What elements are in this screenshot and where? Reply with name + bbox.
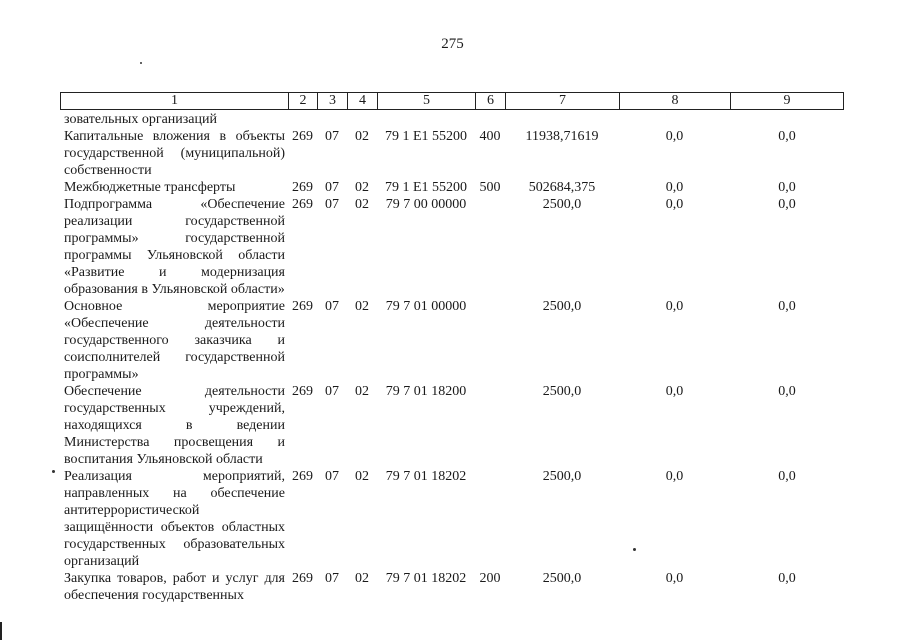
row-c4: 02 <box>355 180 369 195</box>
row-c6 <box>475 196 505 298</box>
header-col-4: 4 <box>348 93 378 109</box>
row-c8: 0,0 <box>665 129 684 144</box>
row-c6: 200 <box>479 571 501 586</box>
row-c4: 02 <box>355 384 369 399</box>
table-row <box>60 468 844 570</box>
row-c7: 2500,0 <box>542 197 582 212</box>
row-name: Реализация мероприятий, направленных на обеспечение антитеррористической защищённости объектов областных государственных образовательных организаций <box>64 469 285 569</box>
row-c5 <box>377 111 475 128</box>
row-c6: 500 <box>479 180 501 195</box>
row-c3: 07 <box>325 299 339 314</box>
row-c2: 269 <box>292 129 313 144</box>
header-col-2: 2 <box>289 93 318 109</box>
row-c9: 0,0 <box>778 571 796 586</box>
row-c5: 79 1 Е1 55200 <box>384 180 468 195</box>
scan-edge-mark <box>0 622 2 640</box>
row-c7: 502684,375 <box>528 180 596 195</box>
row-c7: 11938,71619 <box>525 129 599 144</box>
header-col-9: 9 <box>783 93 791 108</box>
row-c4: 02 <box>355 129 369 144</box>
row-c7: 2500,0 <box>542 571 582 586</box>
scan-speck <box>633 548 636 551</box>
row-c5: 79 7 01 18202 <box>385 571 467 586</box>
row-c3: 07 <box>325 197 339 212</box>
row-c6: 400 <box>479 129 501 144</box>
row-name: Обеспечение деятельности государственных учреждений, находящихся в ведении Министерства просвещения и воспитания Ульяновской области <box>64 384 285 467</box>
row-c6 <box>475 468 505 570</box>
table-row <box>60 128 844 179</box>
table-row <box>60 383 844 468</box>
row-c6 <box>475 111 505 128</box>
row-c9: 0,0 <box>778 299 796 314</box>
header-col-5: 5 <box>378 93 476 109</box>
header-col-8: 8 <box>620 93 731 109</box>
row-c4: 02 <box>355 299 369 314</box>
row-c7: 2500,0 <box>542 384 582 399</box>
table-row <box>60 111 844 128</box>
row-c9: 0,0 <box>778 197 796 212</box>
row-c9: 0,0 <box>778 384 796 399</box>
row-c8: 0,0 <box>665 469 684 484</box>
row-c8: 0,0 <box>665 197 684 212</box>
row-c2 <box>288 111 317 128</box>
row-c6 <box>475 383 505 468</box>
table-row <box>60 298 844 383</box>
row-c5: 79 1 Е1 55200 <box>384 129 468 144</box>
row-c3: 07 <box>325 384 339 399</box>
row-c7: 2500,0 <box>542 469 582 484</box>
table-body <box>60 111 844 604</box>
row-c5: 79 7 01 18200 <box>385 384 467 399</box>
row-name: Закупка товаров, работ и услуг для обеспечения государственных <box>64 571 285 603</box>
header-col-3: 3 <box>318 93 348 109</box>
row-c2: 269 <box>292 384 313 399</box>
row-c2: 269 <box>292 571 313 586</box>
header-col-1: 1 <box>61 93 289 109</box>
row-c9: 0,0 <box>778 469 796 484</box>
row-c5: 79 7 01 00000 <box>385 299 467 314</box>
row-c6 <box>475 298 505 383</box>
row-name: Капитальные вложения в объекты государственной (муниципальной) собственности <box>64 129 285 178</box>
scan-speck <box>140 62 142 64</box>
row-c5: 79 7 01 18202 <box>385 469 467 484</box>
row-c2: 269 <box>292 469 313 484</box>
table-row <box>60 179 844 196</box>
table-row <box>60 570 844 604</box>
row-c3: 07 <box>325 129 339 144</box>
row-c3: 07 <box>325 180 339 195</box>
page-number: 275 <box>441 36 464 52</box>
row-name: Основное мероприятие «Обеспечение деятельности государственного заказчика и соисполнителей государственной программы» <box>64 299 285 382</box>
row-c9 <box>730 111 844 128</box>
row-c8: 0,0 <box>665 299 684 314</box>
row-c3 <box>317 111 347 128</box>
row-c4 <box>347 111 377 128</box>
row-c8: 0,0 <box>665 384 684 399</box>
row-c9: 0,0 <box>778 129 796 144</box>
row-c8: 0,0 <box>665 571 684 586</box>
row-c7: 2500,0 <box>542 299 582 314</box>
row-c8 <box>619 111 730 128</box>
row-c4: 02 <box>355 571 369 586</box>
row-c3: 07 <box>325 571 339 586</box>
row-c4: 02 <box>355 469 369 484</box>
row-name: Подпрограмма «Обеспечение реализации государственной программы» государственной программы Ульяновской области «Развитие и модернизация образования в Ульяновской области» <box>64 197 285 297</box>
row-c2: 269 <box>292 197 313 212</box>
scan-speck <box>52 470 55 473</box>
row-c9: 0,0 <box>778 180 796 195</box>
row-c2: 269 <box>292 299 313 314</box>
table-row <box>60 196 844 298</box>
row-name: Межбюджетные трансферты <box>64 180 236 195</box>
header-col-7: 7 <box>506 93 620 109</box>
table-header <box>60 92 844 110</box>
row-c7 <box>505 111 619 128</box>
row-name: зовательных организаций <box>64 112 217 127</box>
header-col-6: 6 <box>476 93 506 109</box>
row-c3: 07 <box>325 469 339 484</box>
row-c8: 0,0 <box>665 180 684 195</box>
row-c2: 269 <box>292 180 313 195</box>
row-c4: 02 <box>355 197 369 212</box>
row-c5: 79 7 00 00000 <box>385 197 467 212</box>
